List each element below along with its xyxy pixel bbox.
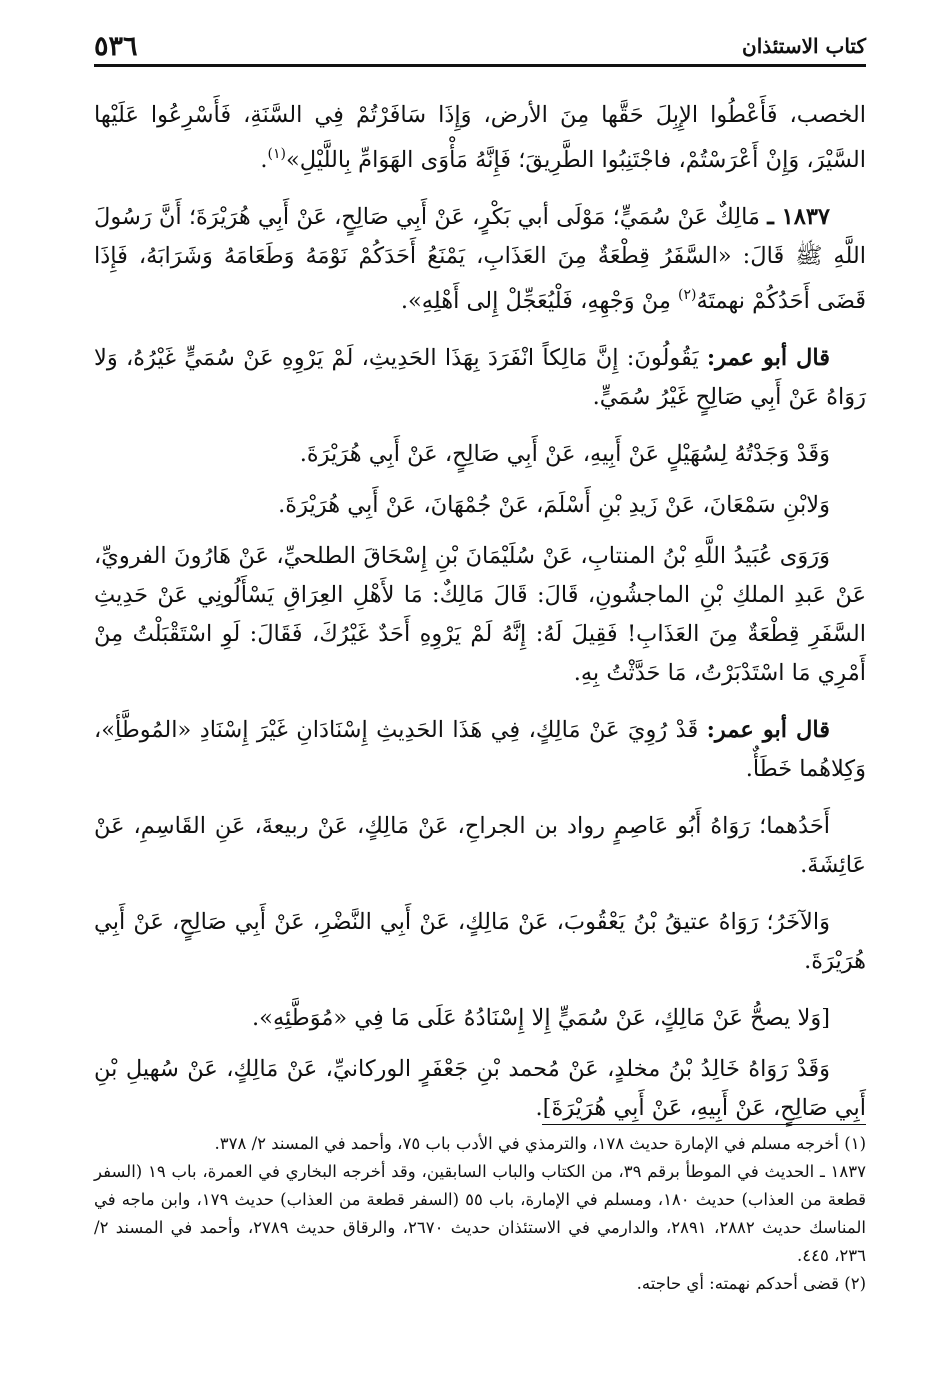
paragraph-text: مَالِكٌ عَنْ سُمَيٍّ؛ مَوْلَى أبي بَكْرٍ، عَنْ أَبِي صَالِحٍ، عَنْ أَبِي هُرَيْرَةَ؛ أَنَّ رَسُولَ اللَّهِ ﷺ قَالَ: «السَّفَرُ قِطْعَةٌ مِنَ العَذَابِ، يَمْنَعُ أَحَدَكُمْ نَوْمَهُ وَطَعَامَهُ وَشَرَابَهُ، فَإِذَا قَضَى أَحَدُكُمْ نهمتَهُ [94, 204, 866, 314]
hadith-1837 [94, 198, 866, 321]
paragraph-4: وَقَدْ وَجَدْتُهُ لِسُهَيْلٍ عَنْ أَبِيهِ، عَنْ أَبِي صَالِحٍ، عَنْ أَبِي هُرَيْرَةَ. [299, 441, 830, 467]
paragraph-8: أَحَدُهما؛ رَوَاهُ أَبُو عَاصِمٍ رواد بن الجراحِ، عَنْ مَالِكٍ، عَنْ ربيعةَ، عَنِ القَاسِمِ، عَنْ عَائِشَةَ. [94, 813, 866, 878]
paragraph-text: الخصب، فَأَعْطُوا الإِبِلَ حَقَّها مِنَ الأرض، وَإِذَا سَافَرْتُمْ فِي السَّنَةِ، فَأَسْرِعُوا عَلَيْها السَّيْرَ، وَإِنْ أَعْرَسْتُمْ، فاجْتَنِبُوا الطَّرِيقَ؛ فَإِنَّهُ مَأْوَى الهَوَامِّ بِاللَّيْلِ» [94, 102, 866, 173]
paragraph-11: وَقَدْ رَوَاهُ خَالِدُ بْنُ مخلدٍ، عَنْ مُحمد بْنِ جَعْفَرٍ الوركانيِّ، عَنْ مَالِكٍ، عَنْ سُهيلِ بْنِ أَبِي صَالِحٍ، عَنْ أَبِيهِ، عَنْ أَبِي هُرَيْرَةَ]. [94, 1056, 866, 1121]
paragraph-text: قَدْ رُوِيَ عَنْ مَالِكٍ، فِي هَذَا الحَدِيثِ إِسْنَادَانِ غَيْرَ إِسْنَادِ «المُوطَّأِ»، وَكِلاهُما خَطَأٌ. [94, 717, 866, 782]
speaker-label: قال أبو عمر: [706, 345, 830, 371]
paragraph-10: [وَلا يصحُّ عَنْ مَالِكٍ، عَنْ سُمَيٍّ إِلا إِسْنَادُهُ عَلَى مَا فِي «مُوَطَّئِهِ». [252, 1005, 830, 1031]
hadith-number: ١٨٣٧ ـ [767, 204, 830, 230]
footnotes [94, 1130, 866, 1298]
footnote-2: (٢) قضى أحدكم نهمته: أي حاجته. [636, 1274, 866, 1293]
paragraph-5: وَلابْنِ سَمْعَانَ، عَنْ زَيدِ بْنِ أَسْلَمَ، عَنْ جُمْهَانَ، عَنْ أَبِي هُرَيْرَةَ. [278, 492, 830, 518]
commentary-abu-umar-1 [94, 339, 866, 417]
footnote-ref-2: (٢) [678, 287, 697, 303]
footnote-1: (١) أخرجه مسلم في الإمارة حديث ١٧٨، والترمذي في الأدب باب ٧٥، وأحمد في المسند ٢/ ٣٧٨. [214, 1134, 866, 1153]
page-header [94, 28, 866, 67]
footnote-divider [542, 1124, 866, 1125]
paragraph-1 [94, 96, 866, 180]
speaker-label: قال أبو عمر: [706, 717, 830, 743]
book-title: كتاب الاستئذان [742, 34, 866, 58]
paragraph-tail: مِنْ وَجْهِهِ، فَلْيُعَجِّلْ إِلى أَهْلِهِ». [400, 288, 679, 314]
commentary-abu-umar-2 [94, 711, 866, 789]
footnote-1837: ١٨٣٧ ـ الحديث في الموطأ برقم ٣٩، من الكتاب والباب السابقين، وقد أخرجه البخاري في العمرة، باب ١٩ (السفر قطعة من العذاب) حديث ١٨٠، ومسلم في الإمارة، باب ٥٥ (السفر قطعة من العذاب) حديث ١٧٩، وابن ماجه في المناسك حديث ٢٨٨٢، ٢٨٩١، والدارمي في الاستئذان حديث ٢٦٧٠، والرقاق حديث ٢٧٨٩، وأحمد في المسند ٢/ ٢٣٦، ٤٤٥. [94, 1162, 866, 1265]
paragraph-text: يَقُولُونَ: إِنَّ مَالِكاً انْفَرَدَ بِهَذَا الحَدِيثِ، لَمْ يَرْوِهِ عَنْ سُمَيٍّ غَيْرُهُ، وَلا رَوَاهُ عَنْ أَبِي صَالِحٍ غَيْرُ سُمَيٍّ. [94, 345, 866, 410]
paragraph-6: وَرَوَى عُبَيدُ اللَّهِ بْنُ المنتابِ، عَنْ سُلَيْمَانَ بْنِ إِسْحَاقَ الطلحيِّ، عَنْ هَارُونَ الفرويِّ، عَنْ عَبدِ الملكِ بْنِ الماجشُونِ، قَالَ: قَالَ مَالِكٌ: مَا لأَهْلِ العِرَاقِ يَسْأَلُونِي عَنْ حَدِيثِ السَّفَرِ قِطْعَةٌ مِنَ العَذَابِ! فَقِيلَ لَهُ: إِنَّهُ لَمْ يَرْوِهِ أَحَدٌ غَيْرُكَ، فَقَالَ: لَوِ اسْتَقْبَلْتُ مِنْ أَمْرِي مَا اسْتَدْبَرْتُ، مَا حَدَّثْتُ بِهِ. [94, 543, 866, 686]
main-text [94, 96, 866, 1146]
paragraph-9: وَالآخَرُ؛ رَوَاهُ عتيقُ بْنُ يَعْقُوبَ، عَنْ مَالِكٍ، عَنْ أَبِي النَّضْرِ، عَنْ أَبِي صَالِحٍ، عَنْ أَبِي هُرَيْرَةَ. [94, 909, 866, 974]
footnote-ref-1: (١) [267, 146, 286, 162]
page-number: ٥٣٦ [94, 30, 138, 62]
paragraph-tail: . [260, 147, 268, 173]
